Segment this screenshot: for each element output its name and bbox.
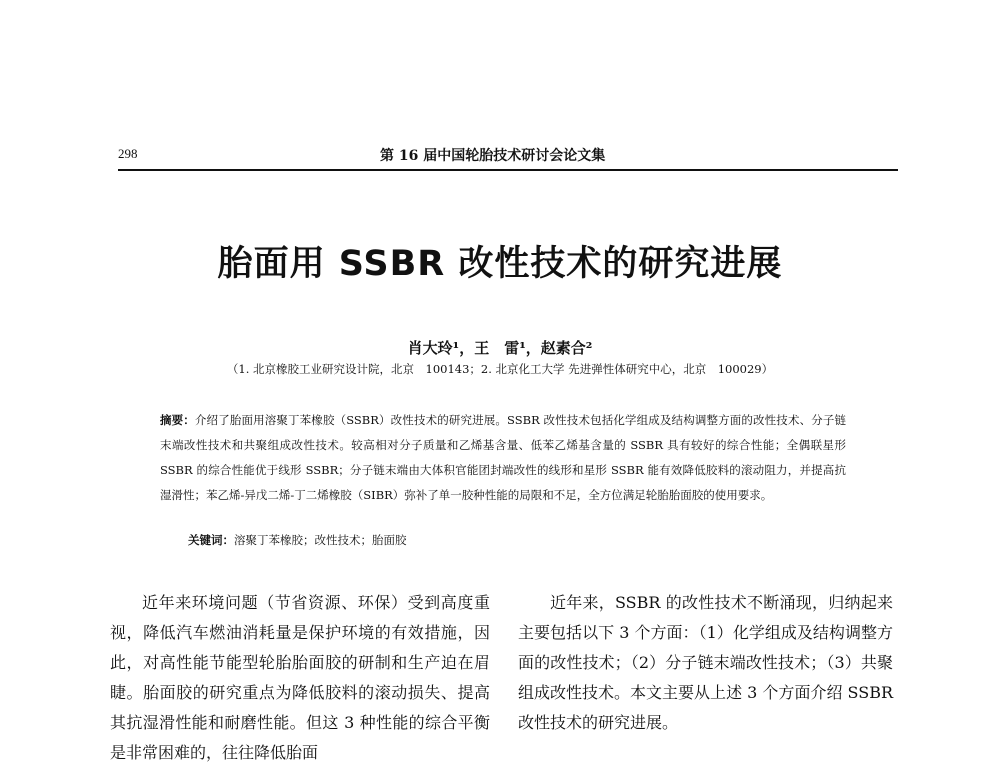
abstract-label: 摘要： xyxy=(160,413,195,427)
body-paragraph: 近年来，SSBR 的改性技术不断涌现，归纳起来主要包括以下 3 个方面：（1）化学组成及结构调整方面的改性技术；（2）分子链末端改性技术；（3）共聚组成改性技术。本文主要从上述 3 个方面介绍 SSBR 改性技术的研究进展。 xyxy=(518,593,893,732)
abstract-text: 介绍了胎面用溶聚丁苯橡胶（SSBR）改性技术的研究进展。SSBR 改性技术包括化学组成及结构调整方面的改性技术、分子链末端改性技术和共聚组成改性技术。较高相对分子质量和乙烯基含量、低苯乙烯基含量的 SSBR 具有较好的综合性能；全偶联星形 SSBR 的综合性能优于线形 SSBR；分子链末端由大体积官能团封端改性的线形和星形 SSBR 能有效降低胶料的滚动阻力，并提高抗湿滑性；苯乙烯-异戊二烯-丁二烯橡胶（SIBR）弥补了单一胶种性能的局限和不足，全方位满足轮胎胎面胶的使用要求。 xyxy=(160,413,846,502)
affiliation: （1. 北京橡胶工业研究设计院，北京 100143；2. 北京化工大学 先进弹性体研究中心，北京 100029） xyxy=(226,362,774,376)
header-rule xyxy=(118,169,898,171)
author-list: 肖大玲¹，王 雷¹，赵素合² xyxy=(407,339,593,357)
body-paragraph: 近年来环境问题（节省资源、环保）受到高度重视，降低汽车燃油消耗量是保护环境的有效措施，因此，对高性能节能型轮胎胎面胶的研制和生产迫在眉睫。胎面胶的研究重点为降低胶料的滚动损失、提高其抗湿滑性能和耐磨性能。但这 3 种性能的综合平衡是非常困难的，往往降低胎面 xyxy=(110,593,490,762)
running-header xyxy=(118,140,898,172)
body-column-left xyxy=(110,588,490,768)
keywords xyxy=(188,532,407,548)
body-column-right xyxy=(518,588,893,738)
journal-title: 第 16 届中国轮胎技术研讨会论文集 xyxy=(380,148,606,164)
paper-title: 胎面用 SSBR 改性技术的研究进展 xyxy=(217,244,783,284)
page-number: 298 xyxy=(118,146,138,161)
keywords-label: 关键词： xyxy=(188,533,234,547)
abstract xyxy=(160,408,846,508)
keywords-text: 溶聚丁苯橡胶；改性技术；胎面胶 xyxy=(234,533,407,547)
